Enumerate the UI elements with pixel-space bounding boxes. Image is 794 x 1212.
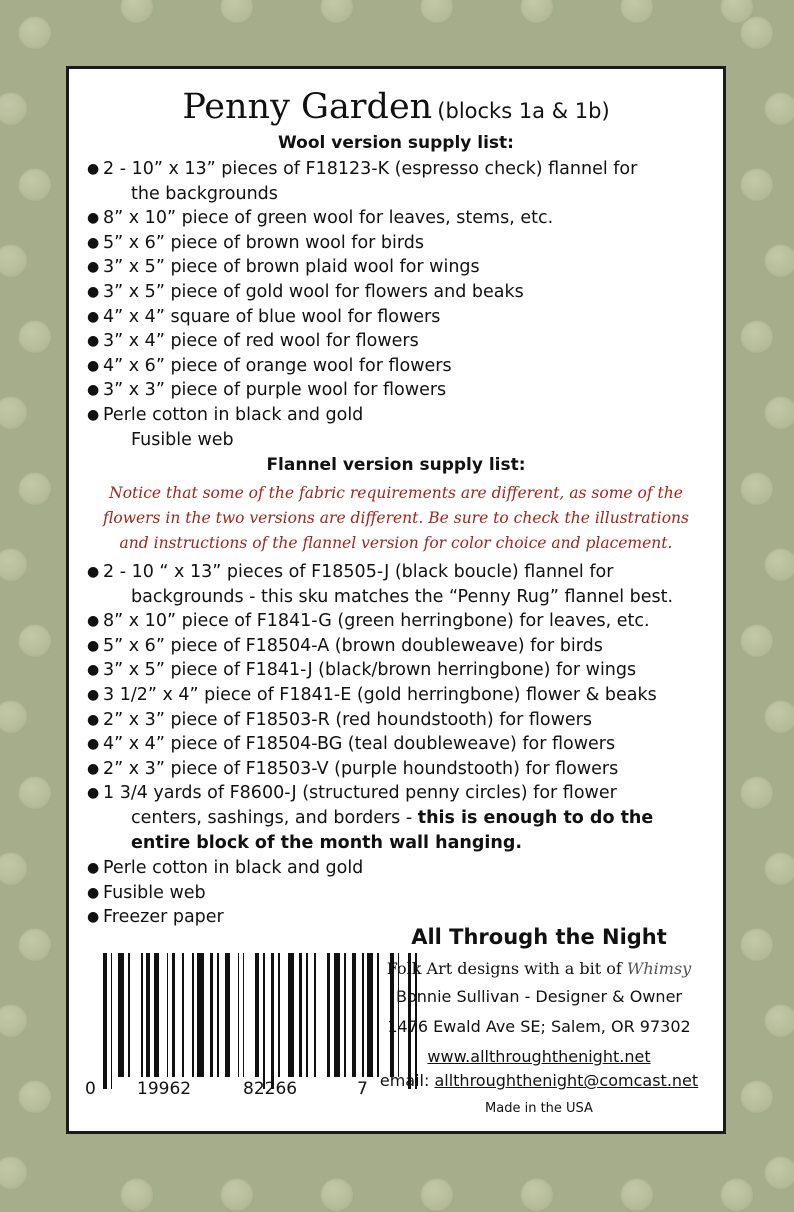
polka-dot [764, 548, 794, 582]
list-item [87, 609, 715, 634]
polka-dot [18, 16, 52, 50]
bullet-icon: ● [87, 357, 100, 374]
item-text: 4” x 4” piece of F18504-BG (teal doubleweave) for flowers [103, 734, 616, 755]
barcode-bar [271, 953, 275, 1089]
polka-dot [764, 1004, 794, 1038]
notice-line: Notice that some of the fabric requirements are different, as some of the [109, 484, 683, 502]
barcode-bar [141, 953, 143, 1077]
polka-dot [740, 776, 774, 810]
list-item [87, 708, 715, 733]
bullet-icon: ● [87, 686, 100, 703]
bullet-icon: ● [87, 736, 100, 753]
barcode-bar [352, 953, 356, 1077]
website-link[interactable]: www.allthroughthenight.net [427, 1047, 651, 1066]
bullet-icon: ● [87, 283, 100, 300]
item-text: 4” x 6” piece of orange wool for flowers [103, 355, 452, 376]
polka-dot [764, 92, 794, 126]
item-text-continued [103, 831, 715, 856]
item-text: Fusible web [103, 882, 206, 903]
flannel-extra-list [87, 856, 715, 930]
polka-dot [520, 0, 554, 24]
tagline-whimsy: Whimsy [626, 959, 692, 978]
polka-dot [0, 548, 28, 582]
item-text: the backgrounds [131, 183, 278, 204]
polka-dot [740, 624, 774, 658]
barcode-digit-group: 82266 [243, 1079, 298, 1099]
title-line [69, 87, 723, 127]
item-text: 5” x 6” piece of F18504-A (brown doubleweave) for birds [103, 635, 603, 656]
barcode-bar [146, 953, 150, 1077]
polka-dot [720, 1178, 754, 1212]
item-text: 3” x 4” piece of red wool for flowers [103, 331, 419, 352]
barcode-bar [225, 953, 230, 1077]
list-item [87, 683, 715, 708]
email-label: email: [379, 1071, 430, 1090]
barcode-bar [344, 953, 346, 1077]
notice-line: and instructions of the flannel version for color choice and placement. [119, 534, 673, 552]
bullet-icon: ● [87, 308, 100, 325]
polka-dot [18, 1080, 52, 1114]
item-text: Fusible web [131, 429, 234, 450]
barcode-bar [263, 953, 265, 1089]
page-subtitle: (blocks 1a & 1b) [437, 99, 610, 123]
email-link[interactable]: allthroughthenight@comcast.net [434, 1071, 699, 1090]
bullet-icon: ● [87, 760, 100, 777]
polka-dot [120, 1178, 154, 1212]
item-text: 5” x 6” piece of brown wool for birds [103, 232, 425, 253]
barcode-bar [197, 953, 204, 1077]
item-text: Perle cotton in black and gold [103, 858, 364, 878]
barcode-digits [85, 1079, 371, 1103]
polka-dot [420, 1178, 454, 1212]
barcode-bar [167, 953, 169, 1077]
item-text: Perle cotton in black and gold [103, 404, 364, 425]
item-emphasis: entire block of the month wall hanging. [131, 832, 523, 853]
polka-dot [520, 1178, 554, 1212]
polka-dot [0, 92, 28, 126]
barcode-bar [278, 953, 280, 1077]
company-tagline [369, 959, 709, 978]
polka-dot [18, 776, 52, 810]
item-text-continued [103, 806, 715, 831]
polka-dot [0, 396, 28, 430]
barcode-bar [243, 953, 245, 1077]
item-text: 8” x 10” piece of F1841-G (green herringbone) for leaves, etc. [103, 611, 650, 632]
item-text: 2” x 3” piece of F18503-V (purple houndstooth) for flowers [103, 758, 619, 779]
polka-dot [764, 1156, 794, 1190]
polka-dot [320, 0, 354, 24]
barcode-bars [85, 953, 371, 1077]
item-text: 3” x 5” piece of gold wool for flowers and beaks [103, 281, 524, 302]
bullet-icon: ● [87, 662, 100, 679]
item-text: backgrounds - this sku matches the “Penny Rug” flannel best. [131, 586, 674, 607]
polka-dot [0, 1004, 28, 1038]
polka-dot [740, 320, 774, 354]
list-item [87, 881, 715, 906]
item-text: 2 - 10 “ x 13” pieces of F18505-J (black boucle) flannel for [103, 562, 614, 582]
polka-dot [740, 472, 774, 506]
list-item [87, 157, 715, 206]
barcode-bar [334, 953, 339, 1077]
barcode-bar [154, 953, 159, 1077]
polka-dot [764, 244, 794, 278]
address-line: 1476 Ewald Ave SE; Salem, OR 97302 [387, 1017, 691, 1036]
page-title: Penny Garden [182, 87, 433, 127]
barcode-bar [255, 953, 259, 1077]
item-text: 4” x 4” square of blue wool for flowers [103, 306, 441, 327]
list-item [87, 305, 715, 330]
item-text: 3” x 5” piece of F1841-J (black/brown herringbone) for wings [103, 660, 637, 681]
flannel-supply-list [87, 560, 715, 855]
polka-dot [764, 852, 794, 886]
bullet-icon: ● [87, 406, 100, 423]
list-item [87, 658, 715, 683]
polka-dot [18, 168, 52, 202]
company-name: All Through the Night [411, 925, 667, 949]
bullet-icon: ● [87, 613, 100, 630]
list-item [87, 732, 715, 757]
polka-dot [740, 1080, 774, 1114]
tagline-text: Folk Art designs with a bit of [386, 959, 622, 978]
item-text: Freezer paper [103, 907, 224, 928]
barcode-bar [288, 953, 293, 1077]
notice-line: flowers in the two versions are different. Be sure to check the illustrations [103, 509, 689, 527]
polka-dot [220, 1178, 254, 1212]
polka-dot [18, 624, 52, 658]
polka-dot [18, 472, 52, 506]
polka-dot [0, 700, 28, 734]
bullet-icon: ● [87, 333, 100, 350]
polka-dot [120, 0, 154, 24]
bullet-icon: ● [87, 161, 100, 177]
item-text: 2 - 10” x 13” pieces of F18123-K (espresso check) flannel for [103, 159, 638, 179]
bullet-icon: ● [87, 259, 100, 276]
polka-dot [764, 700, 794, 734]
barcode-bar [192, 953, 194, 1077]
item-emphasis: this is enough to do the [417, 807, 654, 828]
barcode-bar [217, 953, 219, 1077]
list-item [87, 206, 715, 231]
list-item [87, 781, 715, 855]
item-text: 3 1/2” x 4” piece of F1841-E (gold herringbone) flower & beaks [103, 684, 657, 705]
polka-dot [0, 244, 28, 278]
bullet-icon: ● [87, 210, 100, 227]
barcode-bar [103, 953, 107, 1089]
list-item [87, 354, 715, 379]
barcode-bar [327, 953, 331, 1077]
polka-dot [220, 0, 254, 24]
list-item [87, 757, 715, 782]
bullet-icon: ● [87, 909, 100, 926]
barcode-bar [111, 953, 113, 1089]
list-item [87, 329, 715, 354]
upc-barcode [85, 953, 371, 1103]
polka-dot [18, 928, 52, 962]
polka-dot [0, 1156, 28, 1190]
barcode-digit-group: 0 [85, 1079, 96, 1099]
bullet-icon: ● [87, 860, 100, 876]
item-text: 3” x 5” piece of brown plaid wool for wings [103, 257, 480, 278]
item-text: 2” x 3” piece of F18503-R (red houndstooth) for flowers [103, 709, 592, 730]
barcode-bar [238, 953, 240, 1077]
instruction-card [66, 66, 726, 1134]
barcode-bar [128, 953, 130, 1077]
bullet-icon: ● [87, 711, 100, 728]
list-item [87, 634, 715, 659]
wool-supply-list [87, 157, 715, 452]
polka-dot [740, 928, 774, 962]
made-in-usa: Made in the USA [485, 1101, 593, 1116]
item-text: centers, sashings, and borders - [131, 807, 418, 828]
item-text: 8” x 10” piece of green wool for leaves, stems, etc. [103, 208, 554, 229]
barcode-bar [172, 953, 176, 1077]
polka-dot [620, 0, 654, 24]
flannel-heading: Flannel version supply list: [266, 455, 526, 475]
list-item [87, 560, 715, 609]
bullet-icon: ● [87, 564, 100, 580]
flannel-notice [79, 481, 713, 556]
bullet-icon: ● [87, 382, 100, 399]
polka-dot [420, 0, 454, 24]
list-item [87, 856, 715, 881]
wool-heading: Wool version supply list: [278, 133, 514, 153]
barcode-bar [182, 953, 184, 1077]
polka-dot [18, 320, 52, 354]
designer-line: Bonnie Sullivan - Designer & Owner [396, 987, 682, 1006]
polka-dot [740, 168, 774, 202]
barcode-digit-group: 7 [357, 1079, 368, 1099]
polka-dot [764, 396, 794, 430]
barcode-bar [314, 953, 316, 1077]
polka-dot [320, 1178, 354, 1212]
list-item [87, 378, 715, 403]
list-item [87, 280, 715, 305]
list-item [87, 255, 715, 280]
barcode-bar [299, 953, 303, 1077]
bullet-icon: ● [87, 637, 100, 654]
bullet-icon: ● [87, 785, 100, 802]
list-item [87, 403, 715, 452]
list-item [87, 231, 715, 256]
email-line [369, 1071, 709, 1090]
barcode-digit-group: 19962 [137, 1079, 192, 1099]
polka-dot [0, 852, 28, 886]
bullet-icon: ● [87, 884, 100, 901]
barcode-bar [210, 953, 214, 1077]
item-text: 1 3/4 yards of F8600-J (structured penny circles) for flower [103, 783, 617, 804]
bullet-icon: ● [87, 234, 100, 251]
barcode-bar [362, 953, 364, 1077]
polka-dot [620, 1178, 654, 1212]
barcode-bar [118, 953, 123, 1077]
item-text: 3” x 3” piece of purple wool for flowers [103, 380, 447, 401]
barcode-bar [306, 953, 308, 1077]
